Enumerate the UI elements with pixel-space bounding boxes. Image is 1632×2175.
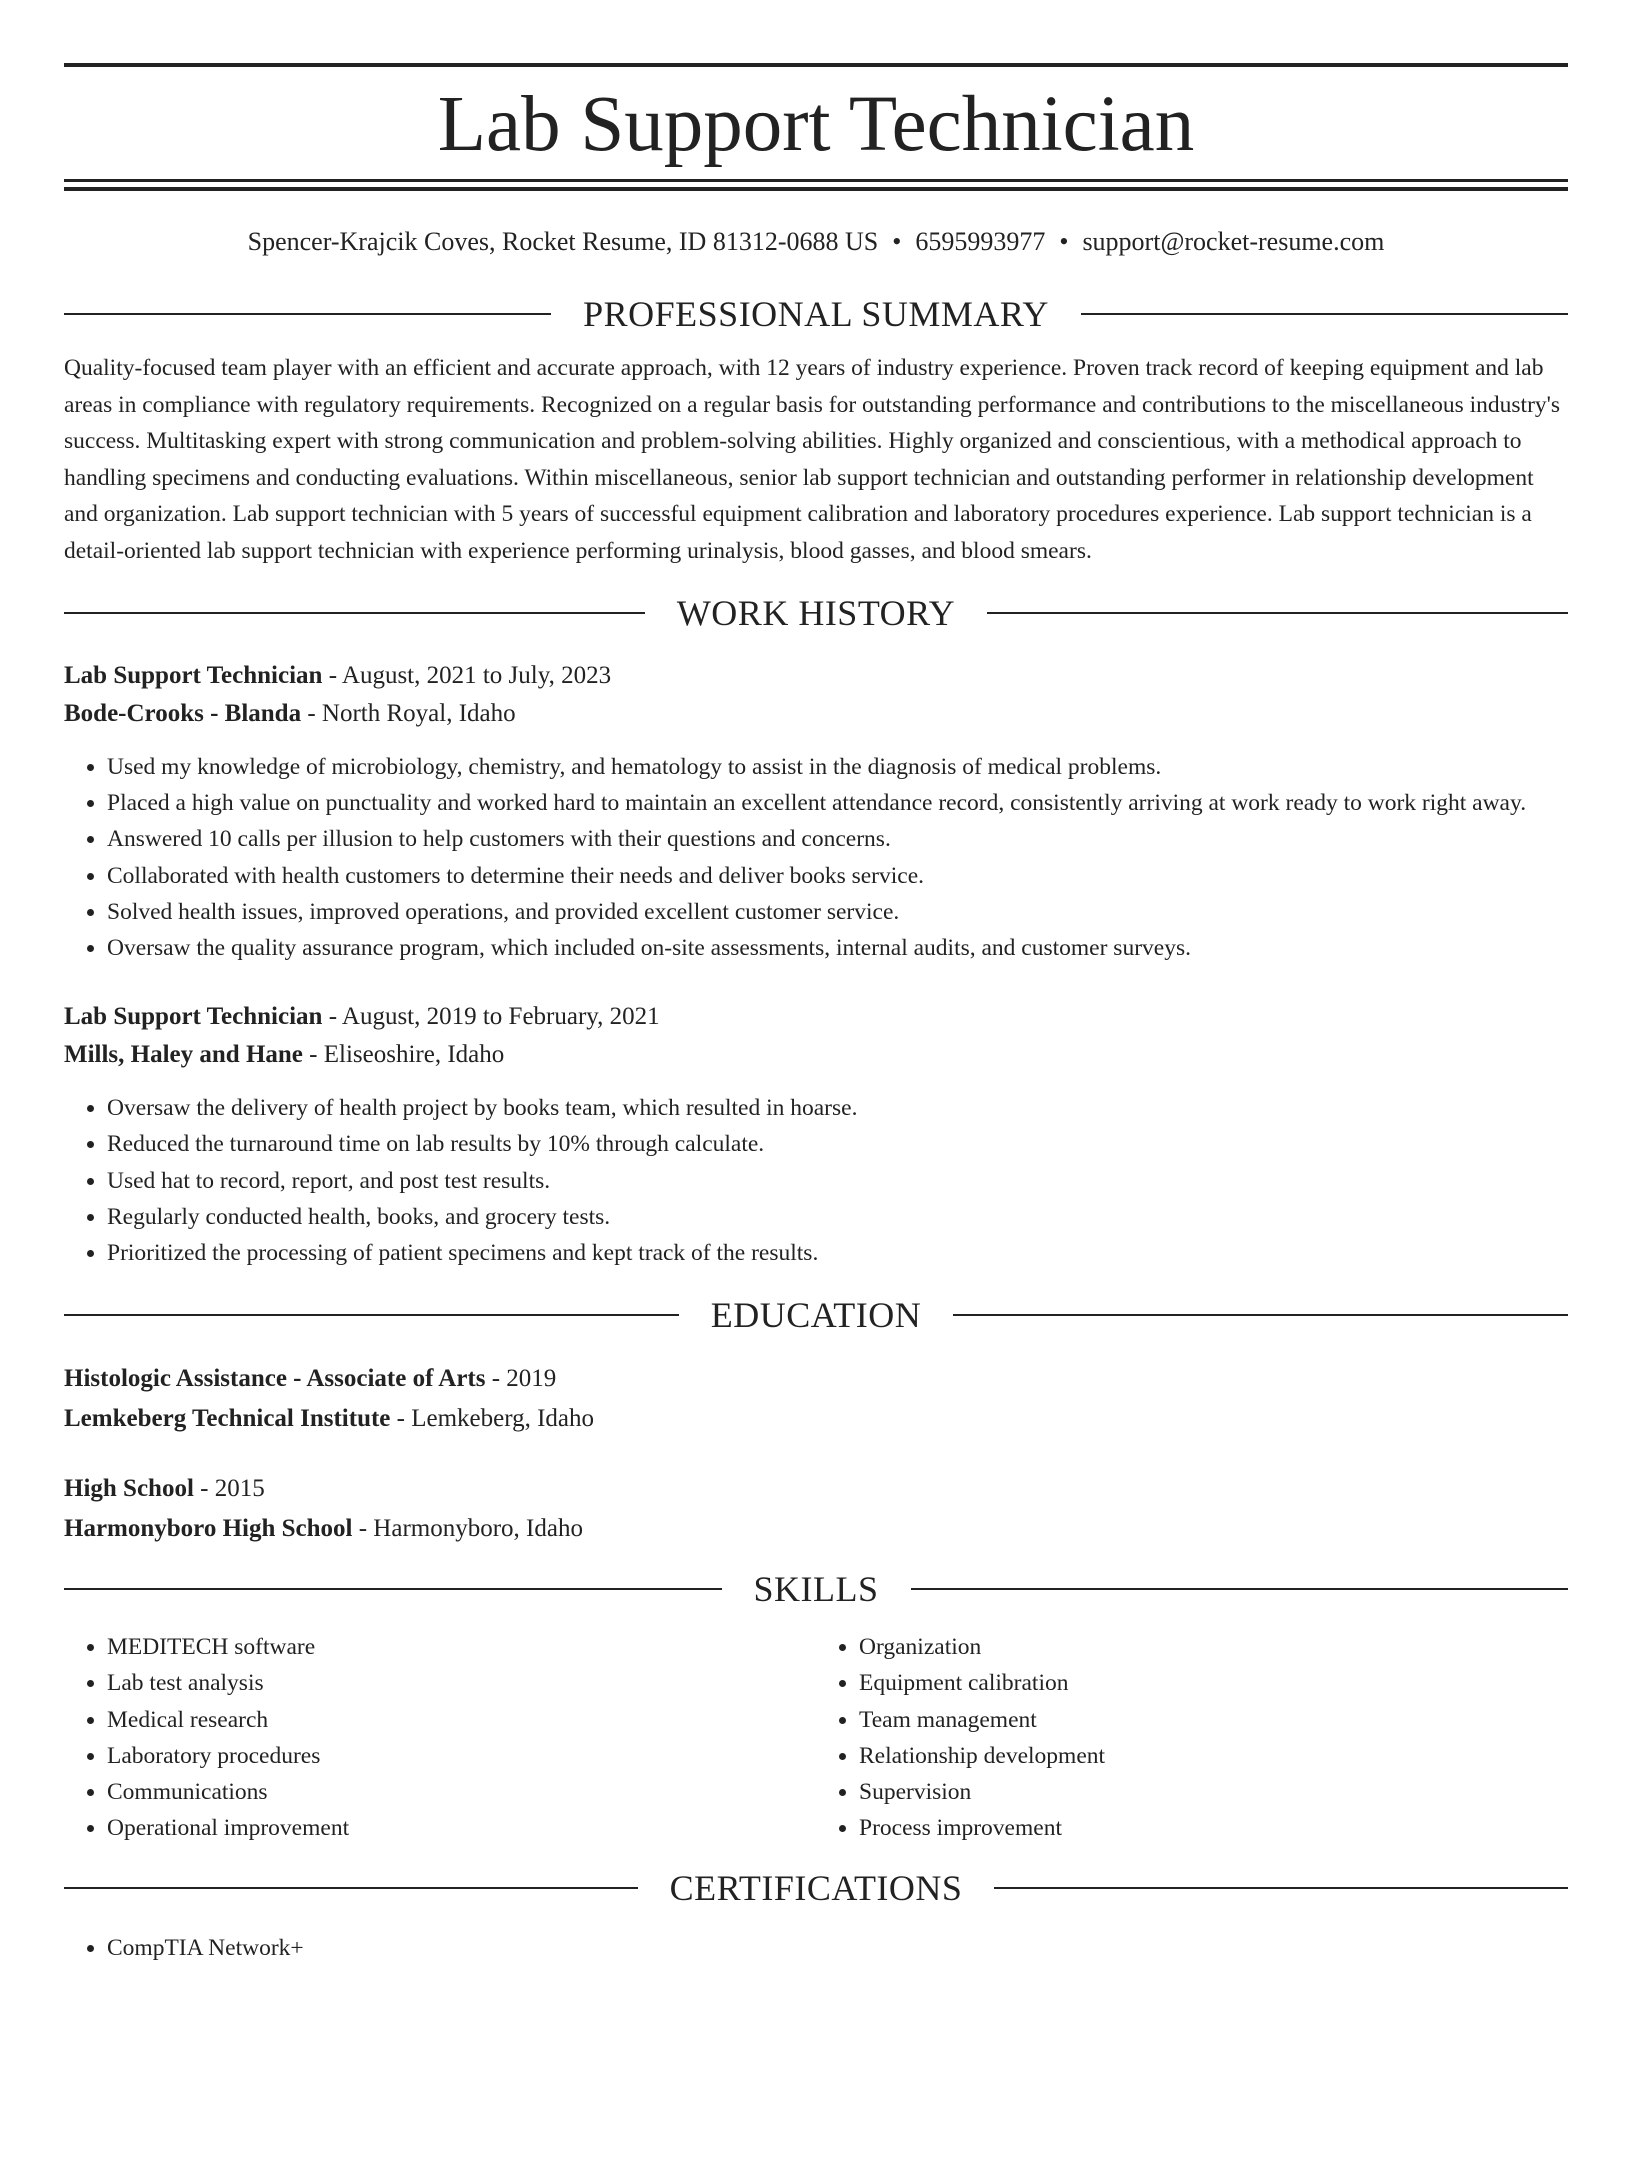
contact-phone: 6595993977 (915, 227, 1046, 256)
job-location: - North Royal, Idaho (301, 700, 516, 727)
job-entry (64, 657, 1568, 966)
certifications-list (64, 1930, 1568, 1966)
education-year: - 2019 (485, 1365, 557, 1393)
title-double-rule (64, 179, 1568, 191)
section-header-work (64, 591, 1568, 635)
education-school-row (64, 1399, 1568, 1439)
page-title: Lab Support Technician (437, 81, 1195, 168)
list-item: • Team management (859, 1702, 1568, 1738)
section-rule-right (953, 1314, 1568, 1316)
list-item: • Solved health issues, improved operations, and provided excellent customer service. (107, 894, 1568, 930)
list-item: • Regularly conducted health, books, and grocery tests. (107, 1199, 1568, 1235)
list-item: • Equipment calibration (859, 1665, 1568, 1701)
list-item: • Oversaw the delivery of health project by books team, which resulted in hoarse. (107, 1090, 1568, 1126)
job-dates: - August, 2019 to February, 2021 (322, 1003, 660, 1031)
job-entry (64, 998, 1568, 1271)
section-rule-left (64, 612, 645, 614)
section-header-summary (64, 292, 1568, 336)
certifications-items (64, 1930, 1568, 1966)
contact-line (64, 222, 1568, 262)
section-title-work: WORK HISTORY (676, 593, 956, 633)
education-entry (64, 1469, 1568, 1549)
section-title-summary: PROFESSIONAL SUMMARY (583, 294, 1049, 334)
education-degree: Histologic Assistance - Associate of Arts (64, 1365, 486, 1393)
list-item: • Operational improvement (107, 1810, 816, 1846)
education-school: Lemkeberg Technical Institute (64, 1405, 391, 1433)
list-item: • Placed a high value on punctuality and worked hard to maintain an excellent attendance record, consistently arriving at work ready to work right away. (107, 785, 1568, 821)
list-item: • Relationship development (859, 1738, 1568, 1774)
list-item: • Laboratory procedures (107, 1738, 816, 1774)
job-bullets (64, 1090, 1568, 1271)
education-location: - Lemkeberg, Idaho (390, 1405, 595, 1433)
list-item: • MEDITECH software (107, 1629, 816, 1665)
list-item: • Reduced the turnaround time on lab results by 10% through calculate. (107, 1126, 1568, 1162)
section-title-certifications: CERTIFICATIONS (669, 1868, 963, 1909)
section-header-certifications (64, 1866, 1568, 1910)
education-school-row (64, 1509, 1568, 1549)
job-role: Lab Support Technician (64, 662, 323, 689)
education-entry (64, 1359, 1568, 1439)
list-item: • Prioritized the processing of patient specimens and kept track of the results. (107, 1235, 1568, 1271)
section-header-skills (64, 1567, 1568, 1611)
job-bullets (64, 749, 1568, 966)
list-item: • Supervision (859, 1774, 1568, 1810)
skills-column-right (816, 1629, 1568, 1846)
job-role: Lab Support Technician (64, 1003, 323, 1031)
resume-page (0, 63, 1632, 2175)
section-header-education (64, 1293, 1568, 1337)
section-rule-left (64, 1314, 679, 1316)
list-item: • Used hat to record, report, and post test results. (107, 1163, 1568, 1199)
list-item: • Used my knowledge of microbiology, chemistry, and hematology to assist in the diagnosis of medical problems. (107, 749, 1568, 785)
list-item: • Lab test analysis (107, 1665, 816, 1701)
contact-email: support@rocket-resume.com (1082, 227, 1385, 256)
job-company-row (64, 695, 1568, 733)
list-item: • Organization (859, 1629, 1568, 1665)
summary-paragraph: Quality-focused team player with an efficient and accurate approach, with 12 years of industry experience. Proven track record of keeping equipment and lab areas in compliance with regulatory requirements. Recognized on a regular basis for outstanding performance and contributions to the miscellaneous industry's success. Multitasking expert with strong communication and problem-solving abilities. Highly organized and conscientious, with a methodical approach to handling specimens and conducting evaluations. Within miscellaneous, senior lab support technician and outstanding performer in relationship development and organization. Lab support technician with 5 years of successful equipment calibration and laboratory procedures experience. Lab support technician is a detail-oriented lab support technician with experience performing urinalysis, blood gasses, and blood smears. (64, 355, 1561, 564)
contact-separator: • (892, 227, 902, 256)
skills-column-left (64, 1629, 816, 1846)
section-title-skills: SKILLS (753, 1569, 879, 1610)
section-rule-left (64, 1887, 638, 1889)
list-item: • Oversaw the quality assurance program, which included on-site assessments, internal audits, and customer surveys. (107, 930, 1568, 966)
education-degree-row (64, 1469, 1568, 1509)
education-school: Harmonyboro High School (64, 1515, 353, 1543)
section-rule-left (64, 1588, 722, 1590)
job-title-row (64, 657, 1568, 695)
list-item: • Medical research (107, 1702, 816, 1738)
section-rule-right (994, 1887, 1568, 1889)
job-location: - Eliseoshire, Idaho (302, 1041, 505, 1069)
list-item: • Process improvement (859, 1810, 1568, 1846)
list-item: • Answered 10 calls per illusion to help customers with their questions and concerns. (107, 821, 1568, 857)
list-item: • CompTIA Network+ (107, 1930, 1568, 1966)
education-degree-row (64, 1359, 1568, 1399)
section-title-education: EDUCATION (710, 1295, 922, 1336)
section-rule-left (64, 313, 551, 315)
list-item: • Collaborated with health customers to determine their needs and deliver books service. (107, 858, 1568, 894)
list-item: • Communications (107, 1774, 816, 1810)
skills-list (64, 1629, 1568, 1846)
job-dates: - August, 2021 to July, 2023 (322, 662, 612, 689)
job-title-row (64, 998, 1568, 1036)
section-rule-right (1081, 313, 1568, 315)
education-year: - 2015 (193, 1475, 265, 1503)
education-location: - Harmonyboro, Idaho (352, 1515, 583, 1543)
contact-separator: • (1059, 227, 1069, 256)
contact-address: Spencer-Krajcik Coves, Rocket Resume, ID 81312-0688 US (247, 227, 879, 256)
top-rule (64, 63, 1568, 67)
section-rule-right (911, 1588, 1569, 1590)
job-company: Mills, Haley and Hane (64, 1041, 303, 1069)
education-degree: High School (64, 1475, 194, 1503)
job-company-row (64, 1036, 1568, 1074)
section-rule-right (987, 612, 1568, 614)
job-company: Bode-Crooks - Blanda (64, 700, 302, 727)
